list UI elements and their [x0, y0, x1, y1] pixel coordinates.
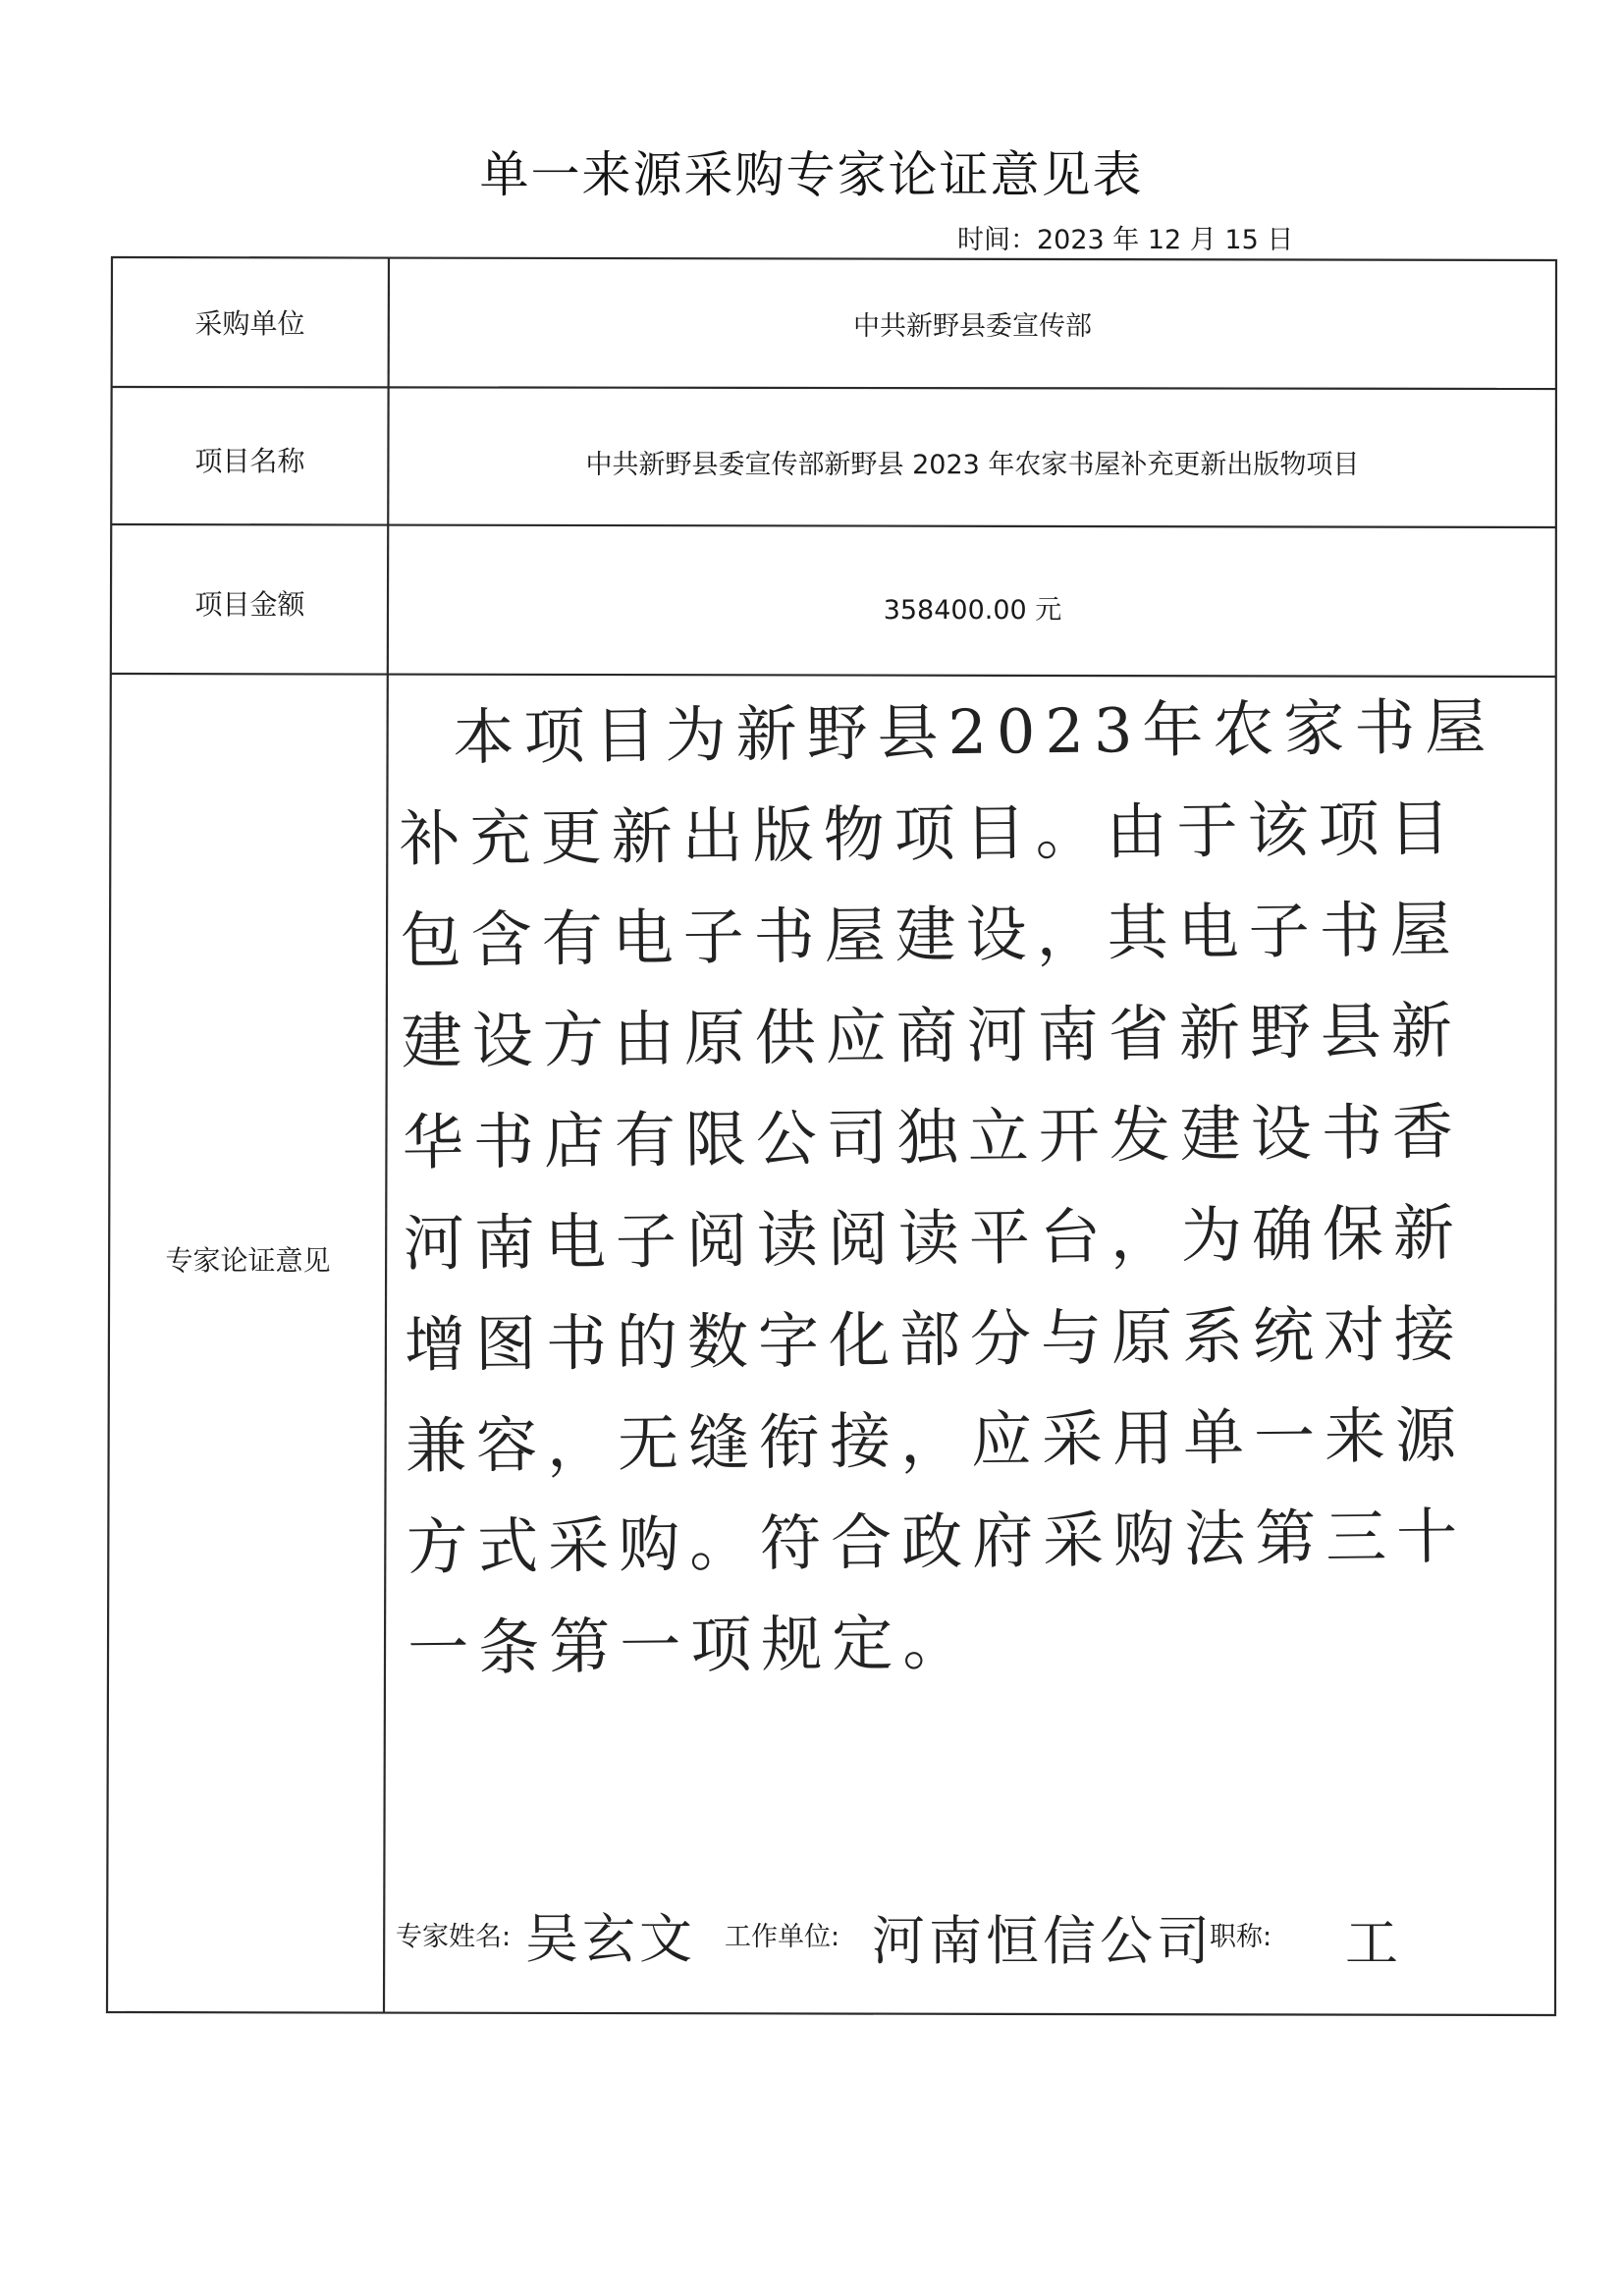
opinion-label: 专家论证意见 — [165, 1244, 331, 1277]
project-name-label: 项目名称 — [194, 445, 305, 477]
project-amount-label: 项目金额 — [194, 588, 305, 621]
job-title-label: 职称: — [1210, 1922, 1272, 1952]
purchaser-label: 采购单位 — [194, 307, 305, 340]
project-amount-value: 358400.00 元 — [883, 595, 1062, 626]
row-divider — [110, 674, 1556, 677]
work-unit-handwritten: 河南恒信公司 — [872, 1910, 1214, 1972]
column-divider — [384, 257, 389, 2013]
row-divider — [111, 524, 1556, 527]
purchaser-value: 中共新野县委宣传部 — [853, 311, 1092, 342]
handwritten-opinion: 本项目为新野县2023年农家书屋补充更新出版物项目。由于该项目包含有电子书屋建设，其电子书屋建设方由原供应商河南省新野县新华书店有限公司独立开发建设书香河南电子阅读阅读平台，为确保新增图书的数字化部分与原系统对接兼容，无缝衔接，应采用单一来源方式采购。符合政府采购法第三十一条第一项规定。 — [399, 690, 1496, 1684]
expert-name-signature: 吴玄文 — [525, 1908, 696, 1970]
expert-name-label: 专家姓名: — [396, 1922, 512, 1952]
job-title-handwritten: 工 — [1345, 1912, 1402, 1974]
date-line: 时间：2023 年 12 月 15 日 — [957, 225, 1294, 255]
project-name-value: 中共新野县委宣传部新野县 2023 年农家书屋补充更新出版物项目 — [585, 450, 1360, 480]
page-title: 单一来源采购专家论证意见表 — [479, 146, 1144, 203]
row-divider — [111, 387, 1556, 389]
work-unit-label: 工作单位: — [725, 1922, 840, 1952]
